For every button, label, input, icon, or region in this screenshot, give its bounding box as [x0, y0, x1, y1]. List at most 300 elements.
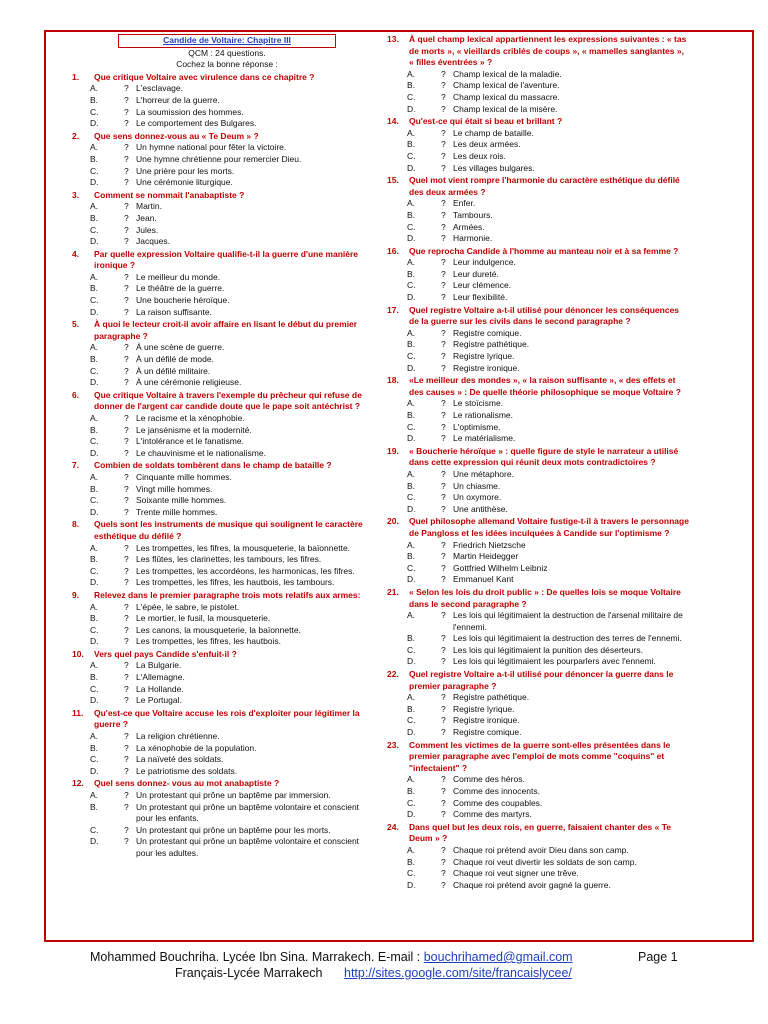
answer-option[interactable] [387, 492, 689, 504]
option-label: Friedrich Nietzsche [453, 539, 526, 550]
option-letter: C. [90, 495, 99, 506]
answer-checkbox[interactable]: ? [441, 492, 446, 503]
answer-option[interactable] [70, 166, 366, 178]
answer-checkbox[interactable]: ? [441, 692, 446, 703]
option-label: Une antithèse. [453, 503, 508, 514]
option-letter: A. [407, 127, 416, 138]
answer-checkbox[interactable]: ? [441, 644, 446, 655]
option-letter: B. [407, 703, 416, 714]
option-letter: A. [90, 342, 99, 353]
answer-option[interactable] [70, 448, 366, 460]
answer-option[interactable] [70, 754, 366, 766]
answer-checkbox[interactable]: ? [441, 327, 446, 338]
answer-option[interactable] [387, 257, 689, 269]
option-label: La Bulgarie. [136, 660, 182, 671]
quiz-instruction: Cochez la bonne réponse : [176, 59, 278, 70]
option-label: Harmonie. [453, 233, 493, 244]
question-block [70, 190, 366, 248]
answer-option[interactable] [387, 280, 689, 292]
option-label: Un protestant qui prône un baptême volontaire et conscient pour les enfants. [136, 801, 360, 824]
option-letter: D. [90, 377, 99, 388]
answer-checkbox[interactable]: ? [441, 280, 446, 291]
answer-option[interactable] [70, 225, 366, 237]
answer-option[interactable] [70, 154, 366, 166]
answer-option[interactable] [387, 398, 689, 410]
answer-option[interactable] [387, 104, 689, 116]
answer-checkbox[interactable]: ? [124, 683, 129, 694]
answer-checkbox[interactable]: ? [124, 601, 129, 612]
answer-checkbox[interactable]: ? [441, 68, 446, 79]
answer-checkbox[interactable]: ? [124, 424, 129, 435]
answer-option[interactable] [387, 163, 689, 175]
answer-option[interactable] [387, 786, 689, 798]
question-number: 24. [387, 821, 399, 832]
option-label: Le meilleur du monde. [136, 271, 221, 282]
option-letter: C. [407, 351, 416, 362]
answer-option[interactable] [387, 410, 689, 422]
option-letter: D. [407, 879, 416, 890]
answer-option[interactable] [387, 645, 689, 657]
answer-checkbox[interactable]: ? [441, 221, 446, 232]
answer-checkbox[interactable]: ? [124, 306, 129, 317]
option-label: Un oxymore. [453, 492, 502, 503]
option-letter: C. [90, 436, 99, 447]
answer-option[interactable] [387, 551, 689, 563]
option-label: Champ lexical de la maladie. [453, 68, 562, 79]
answer-option[interactable] [387, 339, 689, 351]
option-letter: C. [90, 165, 99, 176]
question-number: 18. [387, 375, 399, 386]
question-label: Que sens donnez-vous au « Te Deum » ? [94, 130, 259, 141]
option-label: Le patriotisme des soldats. [136, 765, 238, 776]
answer-option[interactable] [387, 868, 689, 880]
question-text [387, 446, 689, 469]
answer-checkbox[interactable]: ? [441, 562, 446, 573]
answer-checkbox[interactable]: ? [124, 295, 129, 306]
option-letter: B. [90, 354, 99, 365]
footer-website-link[interactable]: http://sites.google.com/site/francaislycee/ [344, 966, 572, 980]
answer-checkbox[interactable]: ? [124, 118, 129, 129]
question-label: Vers quel pays Candide s'enfuit-il ? [94, 648, 237, 659]
answer-checkbox[interactable]: ? [124, 283, 129, 294]
question-text [70, 249, 366, 272]
answer-option[interactable] [387, 727, 689, 739]
answer-option[interactable] [387, 574, 689, 586]
answer-checkbox[interactable]: ? [441, 703, 446, 714]
answer-checkbox[interactable]: ? [441, 127, 446, 138]
option-letter: D. [90, 306, 99, 317]
answer-option[interactable] [70, 354, 366, 366]
answer-option[interactable] [387, 92, 689, 104]
option-label: Les lois qui légitimaient les pourparlers avec l'ennemi. [453, 656, 656, 667]
answer-option[interactable] [387, 809, 689, 821]
question-block [387, 305, 689, 375]
option-label: L'horreur de la guerre. [136, 94, 220, 105]
option-label: Armées. [453, 221, 485, 232]
option-label: Vingt mille hommes. [136, 483, 213, 494]
answer-checkbox[interactable]: ? [441, 774, 446, 785]
footer-email-link[interactable]: bouchrihamed@gmail.com [423, 950, 573, 964]
answer-option[interactable] [70, 377, 366, 389]
option-letter: C. [90, 224, 99, 235]
answer-checkbox[interactable]: ? [124, 436, 129, 447]
question-text [70, 319, 366, 342]
option-letter: D. [407, 162, 416, 173]
answer-option[interactable] [70, 107, 366, 119]
answer-option[interactable] [70, 236, 366, 248]
answer-option[interactable] [387, 210, 689, 222]
question-number: 13. [387, 34, 399, 44]
question-number: 23. [387, 739, 399, 750]
answer-option[interactable] [387, 540, 689, 552]
answer-checkbox[interactable]: ? [124, 636, 129, 647]
answer-checkbox[interactable]: ? [124, 672, 129, 683]
option-label: Trente mille hommes. [136, 506, 218, 517]
answer-option[interactable] [387, 610, 689, 633]
option-label: La xénophobie de la population. [136, 742, 257, 753]
answer-option[interactable] [70, 201, 366, 213]
answer-option[interactable] [70, 695, 366, 707]
option-label: Le mortier, le fusil, la mousqueterie. [136, 613, 271, 624]
question-block [387, 669, 689, 739]
answer-option[interactable] [70, 142, 366, 154]
question-block [70, 590, 366, 648]
option-letter: D. [90, 636, 99, 647]
option-label: Martin Heidegger [453, 551, 519, 562]
answer-checkbox[interactable]: ? [124, 212, 129, 223]
answer-checkbox[interactable]: ? [124, 447, 129, 458]
answer-checkbox[interactable]: ? [124, 836, 129, 847]
option-letter: C. [407, 492, 416, 503]
answer-checkbox[interactable]: ? [124, 506, 129, 517]
answer-checkbox[interactable]: ? [441, 480, 446, 491]
answer-checkbox[interactable]: ? [124, 754, 129, 765]
answer-checkbox[interactable]: ? [441, 398, 446, 409]
option-letter: A. [90, 83, 99, 94]
answer-option[interactable] [70, 636, 366, 648]
quiz-title[interactable]: Candide de Voltaire: Chapitre III [118, 34, 336, 48]
answer-checkbox[interactable]: ? [441, 339, 446, 350]
answer-option[interactable] [70, 272, 366, 284]
answer-checkbox[interactable]: ? [124, 83, 129, 94]
question-text [70, 708, 366, 731]
answer-checkbox[interactable]: ? [124, 142, 129, 153]
answer-checkbox[interactable]: ? [441, 91, 446, 102]
answer-checkbox[interactable]: ? [441, 162, 446, 173]
answer-checkbox[interactable]: ? [124, 790, 129, 800]
question-number: 22. [387, 669, 399, 680]
answer-option[interactable] [70, 472, 366, 484]
option-letter: B. [90, 483, 99, 494]
answer-checkbox[interactable]: ? [441, 574, 446, 585]
answer-option[interactable] [70, 625, 366, 637]
answer-checkbox[interactable]: ? [441, 410, 446, 420]
answer-option[interactable] [70, 283, 366, 295]
answer-checkbox[interactable]: ? [441, 209, 446, 220]
answer-checkbox[interactable]: ? [441, 351, 446, 362]
answer-checkbox[interactable]: ? [124, 94, 129, 105]
option-label: Champ lexical de la misère. [453, 103, 558, 114]
answer-option[interactable] [387, 704, 689, 716]
quiz-subtitle: QCM : 24 questions. [188, 47, 266, 58]
question-number: 10. [72, 648, 84, 659]
answer-checkbox[interactable]: ? [124, 731, 129, 742]
answer-checkbox[interactable]: ? [441, 421, 446, 432]
option-label: Le champ de bataille. [453, 127, 534, 138]
answer-checkbox[interactable]: ? [124, 624, 129, 635]
option-letter: D. [407, 433, 416, 444]
answer-option[interactable] [70, 95, 366, 107]
answer-checkbox[interactable]: ? [441, 233, 446, 244]
answer-option[interactable] [70, 743, 366, 755]
option-label: La Hollande. [136, 683, 184, 694]
option-letter: A. [90, 471, 99, 482]
answer-option[interactable] [70, 577, 366, 589]
question-block [70, 519, 366, 589]
question-number: 12. [72, 778, 84, 789]
answer-option[interactable] [70, 177, 366, 189]
answer-option[interactable] [387, 857, 689, 869]
answer-checkbox[interactable]: ? [124, 495, 129, 506]
answer-checkbox[interactable]: ? [124, 660, 129, 671]
question-block [70, 249, 366, 319]
question-text [70, 649, 366, 661]
answer-option[interactable] [387, 198, 689, 210]
answer-checkbox[interactable]: ? [441, 433, 446, 444]
answer-checkbox[interactable]: ? [441, 610, 446, 621]
answer-option[interactable] [387, 481, 689, 493]
answer-option[interactable] [70, 495, 366, 507]
answer-option[interactable] [387, 351, 689, 363]
answer-option[interactable] [70, 213, 366, 225]
answer-option[interactable] [70, 660, 366, 672]
answer-checkbox[interactable]: ? [124, 236, 129, 247]
option-label: Gottfried Wilhelm Leibniz [453, 562, 548, 573]
answer-option[interactable] [70, 731, 366, 743]
answer-option[interactable] [387, 504, 689, 516]
answer-option[interactable] [387, 80, 689, 92]
option-letter: B. [407, 139, 416, 150]
answer-checkbox[interactable]: ? [441, 198, 446, 209]
answer-checkbox[interactable]: ? [441, 551, 446, 562]
question-text [387, 669, 689, 692]
answer-checkbox[interactable]: ? [441, 715, 446, 726]
answer-checkbox[interactable]: ? [441, 879, 446, 890]
answer-checkbox[interactable]: ? [441, 856, 446, 867]
answer-option[interactable] [70, 307, 366, 319]
option-label: Les trompettes, les fifres, les hautbois. [136, 636, 282, 647]
answer-option[interactable] [387, 715, 689, 727]
answer-option[interactable] [70, 766, 366, 778]
option-letter: D. [407, 362, 416, 373]
answer-option[interactable] [387, 469, 689, 481]
option-label: Chaque roi prétend avoir Dieu dans son camp. [453, 844, 629, 855]
question-block [70, 778, 366, 859]
answer-option[interactable] [70, 484, 366, 496]
answer-option[interactable] [70, 613, 366, 625]
answer-checkbox[interactable]: ? [124, 554, 129, 565]
question-text [387, 375, 689, 398]
answer-option[interactable] [70, 684, 366, 696]
option-letter: A. [90, 731, 99, 742]
answer-checkbox[interactable]: ? [441, 468, 446, 479]
option-letter: C. [90, 106, 99, 117]
answer-checkbox[interactable]: ? [441, 150, 446, 161]
option-letter: A. [407, 327, 416, 338]
question-text [387, 516, 689, 539]
answer-checkbox[interactable]: ? [124, 153, 129, 164]
answer-checkbox[interactable]: ? [124, 483, 129, 494]
footer-page-number: Page 1 [638, 950, 678, 964]
option-label: Chaque roi prétend avoir gagné la guerre. [453, 879, 611, 890]
answer-option[interactable] [70, 672, 366, 684]
answer-checkbox[interactable]: ? [124, 165, 129, 176]
option-letter: C. [407, 421, 416, 432]
option-letter: D. [90, 506, 99, 517]
option-letter: C. [407, 715, 416, 726]
answer-checkbox[interactable]: ? [441, 268, 446, 279]
answer-option[interactable] [70, 825, 366, 837]
option-label: Le stoïcisme. [453, 398, 504, 409]
answer-checkbox[interactable]: ? [441, 292, 446, 303]
answer-checkbox[interactable]: ? [124, 471, 129, 482]
answer-option[interactable] [387, 774, 689, 786]
answer-option[interactable] [387, 269, 689, 281]
option-letter: B. [90, 153, 99, 164]
question-number: 21. [387, 586, 399, 597]
answer-checkbox[interactable]: ? [124, 695, 129, 706]
answer-checkbox[interactable]: ? [124, 801, 129, 812]
option-label: Registre comique. [453, 727, 522, 738]
answer-option[interactable] [387, 363, 689, 375]
answer-option[interactable] [387, 880, 689, 892]
answer-option[interactable] [387, 656, 689, 668]
answer-option[interactable] [387, 222, 689, 234]
answer-checkbox[interactable]: ? [124, 342, 129, 353]
answer-checkbox[interactable]: ? [124, 354, 129, 365]
question-label: « Boucherie héroïque » : quelle figure de style le narrateur a utilisé dans cette expression qui réunit deux mots contradictoires ? [409, 445, 679, 468]
question-label: Que reprocha Candide à l'homme au manteau noir et à sa femme ? [409, 245, 679, 256]
answer-option[interactable] [70, 83, 366, 95]
answer-checkbox[interactable]: ? [441, 809, 446, 820]
answer-option[interactable] [387, 69, 689, 81]
answer-option[interactable] [387, 151, 689, 163]
answer-checkbox[interactable]: ? [441, 727, 446, 738]
answer-checkbox[interactable]: ? [124, 765, 129, 776]
option-letter: D. [407, 292, 416, 303]
option-label: Comme des héros. [453, 774, 525, 785]
answer-option[interactable] [70, 425, 366, 437]
answer-option[interactable] [387, 692, 689, 704]
option-letter: C. [90, 365, 99, 376]
answer-option[interactable] [70, 566, 366, 578]
answer-option[interactable] [387, 128, 689, 140]
option-label: Jean. [136, 212, 157, 223]
option-letter: B. [407, 80, 416, 91]
answer-option[interactable] [387, 798, 689, 810]
option-letter: B. [90, 801, 99, 812]
option-label: La soumission des hommes. [136, 106, 244, 117]
option-label: À une scène de guerre. [136, 342, 225, 353]
answer-option[interactable] [70, 802, 366, 825]
answer-checkbox[interactable]: ? [441, 139, 446, 150]
answer-checkbox[interactable]: ? [124, 365, 129, 376]
answer-option[interactable] [387, 139, 689, 151]
question-label: Que critique Voltaire avec virulence dans ce chapitre ? [94, 71, 315, 82]
answer-checkbox[interactable]: ? [124, 271, 129, 282]
question-text [70, 390, 366, 413]
option-letter: B. [407, 856, 416, 867]
answer-checkbox[interactable]: ? [124, 201, 129, 212]
question-label: « Selon les lois du droit public » : De quelles lois se moque Voltaire dans le second paragraphe ? [409, 586, 681, 609]
answer-checkbox[interactable]: ? [124, 565, 129, 576]
answer-option[interactable] [70, 413, 366, 425]
answer-option[interactable] [70, 554, 366, 566]
answer-option[interactable] [70, 543, 366, 555]
answer-checkbox[interactable]: ? [441, 80, 446, 91]
option-label: Champ lexical du massacre. [453, 91, 560, 102]
answer-checkbox[interactable]: ? [441, 633, 446, 644]
answer-checkbox[interactable]: ? [441, 103, 446, 114]
answer-checkbox[interactable]: ? [441, 844, 446, 855]
answer-option[interactable] [387, 845, 689, 857]
answer-checkbox[interactable]: ? [441, 257, 446, 268]
answer-option[interactable] [70, 507, 366, 519]
answer-checkbox[interactable]: ? [124, 542, 129, 553]
answer-checkbox[interactable]: ? [441, 656, 446, 667]
option-letter: A. [90, 790, 99, 800]
question-block [387, 516, 689, 586]
answer-checkbox[interactable]: ? [124, 177, 129, 188]
answer-checkbox[interactable]: ? [124, 377, 129, 388]
answer-checkbox[interactable]: ? [124, 824, 129, 835]
answer-option[interactable] [70, 790, 366, 802]
answer-checkbox[interactable]: ? [124, 577, 129, 588]
left-column [70, 34, 366, 860]
answer-checkbox[interactable]: ? [441, 362, 446, 373]
answer-checkbox[interactable]: ? [124, 613, 129, 624]
option-label: Le matérialisme. [453, 433, 516, 444]
answer-option[interactable] [387, 633, 689, 645]
answer-checkbox[interactable]: ? [441, 503, 446, 514]
answer-option[interactable] [387, 233, 689, 245]
question-label: Que critique Voltaire à travers l'exemple du prêcheur qui refuse de donner de l'argent car candide doute que le pape soit antéchrist ? [94, 389, 362, 412]
option-label: Leur clémence. [453, 280, 512, 291]
answer-option[interactable] [387, 563, 689, 575]
answer-checkbox[interactable]: ? [441, 786, 446, 796]
answer-option[interactable] [70, 602, 366, 614]
answer-checkbox[interactable]: ? [124, 106, 129, 117]
answer-option[interactable] [70, 436, 366, 448]
answer-option[interactable] [70, 366, 366, 378]
answer-option[interactable] [387, 328, 689, 340]
answer-option[interactable] [70, 342, 366, 354]
answer-option[interactable] [70, 295, 366, 307]
option-label: Soixante mille hommes. [136, 495, 227, 506]
answer-option[interactable] [387, 422, 689, 434]
answer-option[interactable] [70, 118, 366, 130]
answer-option[interactable] [387, 433, 689, 445]
answer-checkbox[interactable]: ? [124, 224, 129, 235]
answer-checkbox[interactable]: ? [441, 797, 446, 808]
answer-checkbox[interactable]: ? [124, 742, 129, 753]
option-letter: D. [90, 836, 99, 847]
answer-option[interactable] [70, 836, 366, 859]
answer-checkbox[interactable]: ? [441, 539, 446, 550]
answer-option[interactable] [387, 292, 689, 304]
answer-checkbox[interactable]: ? [124, 413, 129, 423]
answer-checkbox[interactable]: ? [441, 868, 446, 879]
